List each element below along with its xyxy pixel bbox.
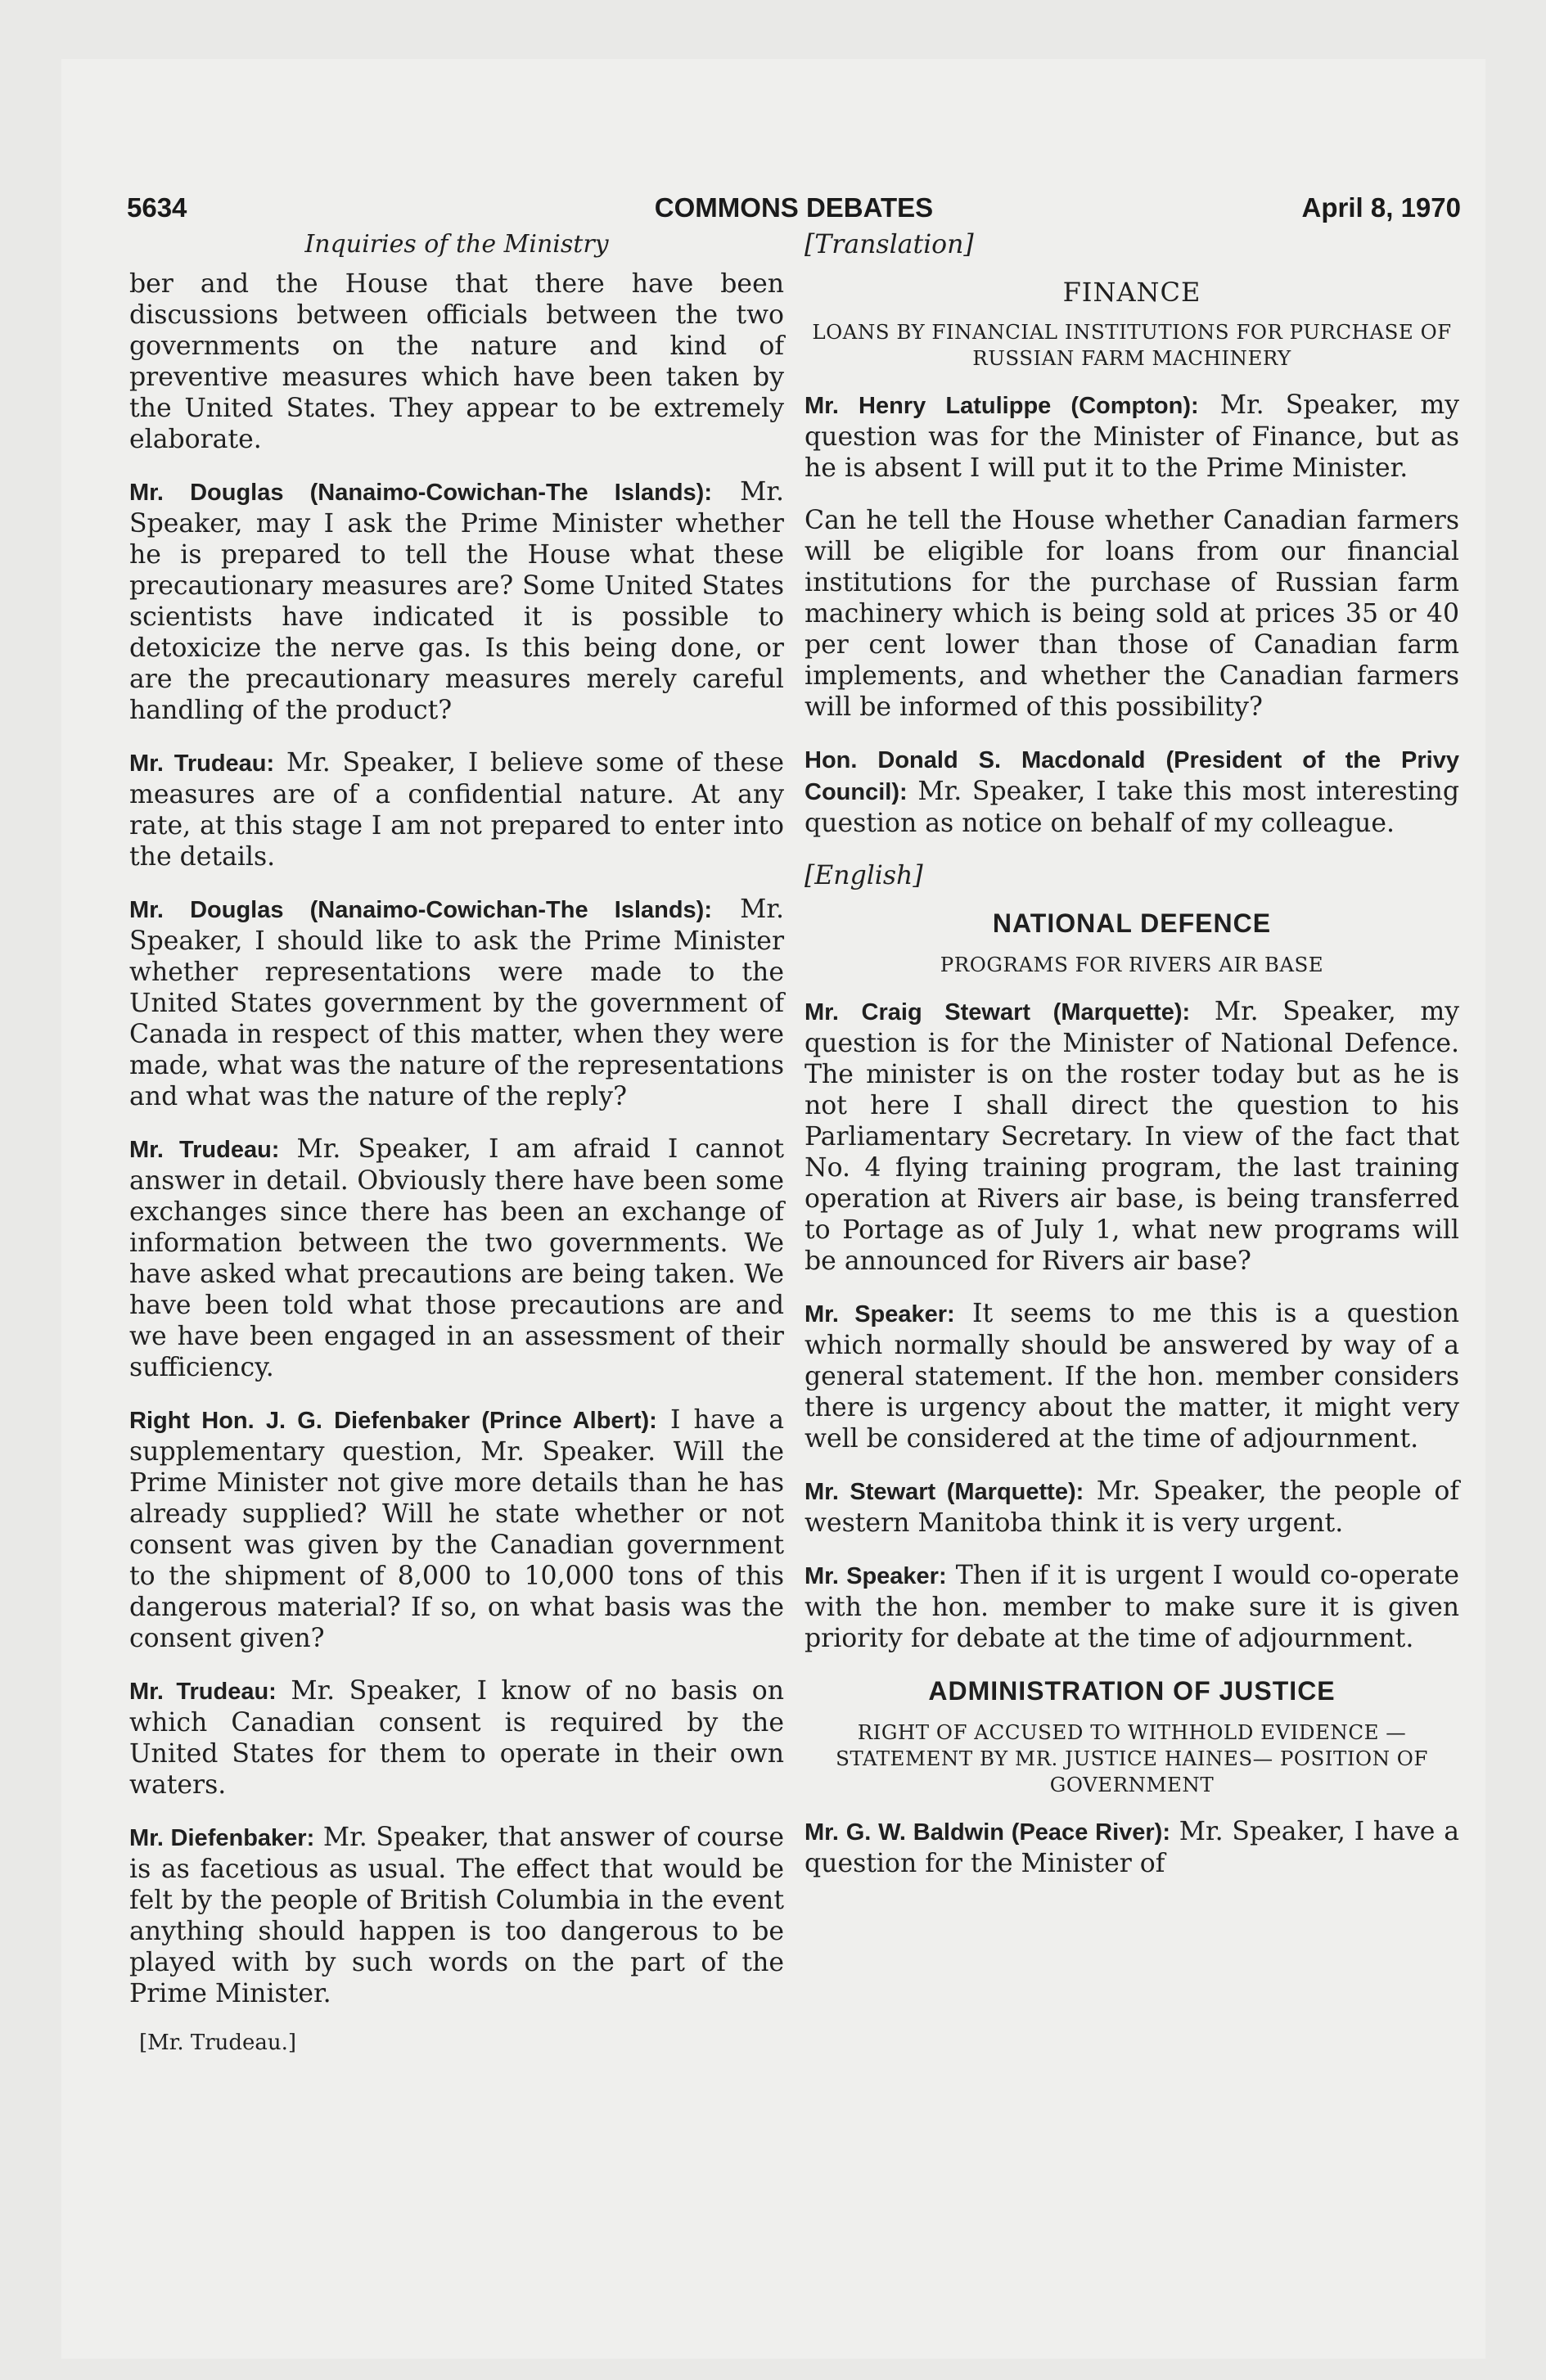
publication-title: COMMONS DEBATES [654, 192, 934, 223]
paragraph: Mr. Trudeau: Mr. Speaker, I know of no basis on which Canadian consent is required by the United States for them to operate in their own waters. [129, 1676, 785, 1800]
paragraph: Mr. G. W. Baldwin (Peace River): Mr. Speaker, I have a question for the Minister of [805, 1817, 1459, 1878]
paragraph: ber and the House that there have been discussions between officials between the two governments on the nature and kind of preventive measures which have been taken by the United States. They appear to be extremely elaborate. [129, 269, 784, 454]
speaker-name: Mr. Speaker: [805, 1563, 947, 1589]
language-marker: [English] [805, 861, 923, 890]
speaker-name: Mr. Henry Latulippe (Compton): [805, 393, 1199, 419]
page-footer: [Mr. Trudeau.] [139, 2031, 297, 2055]
left-column [129, 229, 784, 2058]
paragraph: Mr. Trudeau: Mr. Speaker, I am afraid I cannot answer in detail. Obviously there have been some exchanges since there has been an exchange of information between the two governments. We have asked what precautions are being taken. We have been told what those precautions are and we have been engaged in an assessment of their sufficiency. [129, 1134, 784, 1382]
speaker-name: Hon. Donald S. Macdonald (President of the Privy Council): [805, 747, 1459, 805]
section-heading: FINANCE [1062, 277, 1201, 308]
speaker-name: Mr. Stewart (Marquette): [805, 1479, 1084, 1505]
subheading: RIGHT OF ACCUSED TO WITHHOLD EVIDENCE —STATEMENT BY MR. JUSTICE HAINES— POSITION OF GOVERNMENT [836, 1720, 1428, 1796]
paragraph: Mr. Speaker: It seems to me this is a question which normally should be answered by way of a general statement. If the hon. member considers there is urgency about the matter, it might very well be considered at the time of adjournment. [805, 1299, 1459, 1454]
speaker-name: Mr. G. W. Baldwin (Peace River): [805, 1819, 1170, 1846]
paragraph: Right Hon. J. G. Diefenbaker (Prince Albert): I have a supplementary question, Mr. Speaker. Will the Prime Minister not give more details than he has already supplied? Will he state whether or not consent was given by the Canadian government to the shipment of 8,000 to 10,000 tons of this dangerous material? If so, on what basis was the consent given? [129, 1405, 784, 1653]
speaker-name: Mr. Trudeau: [129, 1679, 277, 1705]
speaker-name: Mr. Douglas (Nanaimo-Cowichan-The Islands): [129, 480, 712, 506]
paragraph: Mr. Craig Stewart (Marquette): Mr. Speaker, my question is for the Minister of National Defence. The minister is on the roster today but as he is not here I shall direct the question to his Parliamentary Secretary. In view of the fact that No. 4 flying training program, the last training operation at Rivers air base, is being transferred to Portage as of July 1, what new programs will be announced for Rivers air base? [805, 997, 1460, 1276]
speaker-name: Mr. Trudeau: [129, 1137, 280, 1163]
paragraph: Mr. Douglas (Nanaimo-Cowichan-The Islands): Mr. Speaker, I should like to ask the Prime Minister whether representations were made to the United States government by the government of Canada in respect of this matter, when they were made, what was the nature of the representations and what was the nature of the reply? [129, 895, 784, 1111]
paragraph: Hon. Donald S. Macdonald (President of the Privy Council): Mr. Speaker, I take this most interesting question as notice on behalf of my colleague. [805, 747, 1459, 838]
paragraph: Mr. Diefenbaker: Mr. Speaker, that answer of course is as facetious as usual. The effect that would be felt by the people of British Columbia in the event anything should happen is too dangerous to be played with by such words on the part of the Prime Minister. [129, 1823, 784, 2008]
page-number: 5634 [127, 192, 187, 223]
section-heading: NATIONAL DEFENCE [992, 908, 1272, 938]
paragraph: Can he tell the House whether Canadian farmers will be eligible for loans from our financial institutions for the purchase of Russian farm machinery which is being sold at prices 35 or 40 per cent lower than those of Canadian farm implements, and whether the Canadian farmers will be informed of this possibility? [805, 506, 1459, 722]
speaker-name: Mr. Douglas (Nanaimo-Cowichan-The Islands): [129, 897, 712, 923]
speaker-name: Mr. Speaker: [805, 1301, 955, 1327]
paragraph: Mr. Douglas (Nanaimo-Cowichan-The Islands): Mr. Speaker, may I ask the Prime Minister whether he is prepared to tell the House what these precautionary measures are? Some United States scientists have indicated it is possible to detoxicize the nerve gas. Is this being done, or are the precautionary measures merely careful handling of the product? [129, 477, 784, 725]
paragraph: Mr. Trudeau: Mr. Speaker, I believe some of these measures are of a confidential nature. At any rate, at this stage I am not prepared to enter into the details. [129, 748, 784, 872]
speaker-name: Mr. Trudeau: [129, 751, 275, 777]
issue-date: April 8, 1970 [1301, 192, 1461, 223]
right-column [805, 229, 1459, 1900]
running-head: Inquiries of the Ministry [304, 230, 609, 259]
subheading: PROGRAMS FOR RIVERS AIR BASE [940, 953, 1324, 976]
language-marker: [Translation] [805, 230, 974, 259]
speaker-name: Mr. Diefenbaker: [129, 1825, 315, 1851]
speaker-name: Right Hon. J. G. Diefenbaker (Prince Albert): [129, 1408, 657, 1434]
speaker-name: Mr. Craig Stewart (Marquette): [805, 999, 1191, 1025]
page-header [127, 192, 1461, 233]
paragraph: Mr. Henry Latulippe (Compton): Mr. Speaker, my question was for the Minister of Finance, but as he is absent I will put it to the Prime Minister. [805, 390, 1460, 483]
paragraph: Mr. Speaker: Then if it is urgent I would co-operate with the hon. member to make sure it is given priority for debate at the time of adjournment. [805, 1561, 1459, 1653]
section-heading: ADMINISTRATION OF JUSTICE [928, 1676, 1336, 1706]
subheading: LOANS BY FINANCIAL INSTITUTIONS FOR PURCHASE OF RUSSIAN FARM MACHINERY [812, 320, 1452, 370]
paragraph: Mr. Stewart (Marquette): Mr. Speaker, the people of western Manitoba think it is very urgent. [805, 1476, 1459, 1538]
